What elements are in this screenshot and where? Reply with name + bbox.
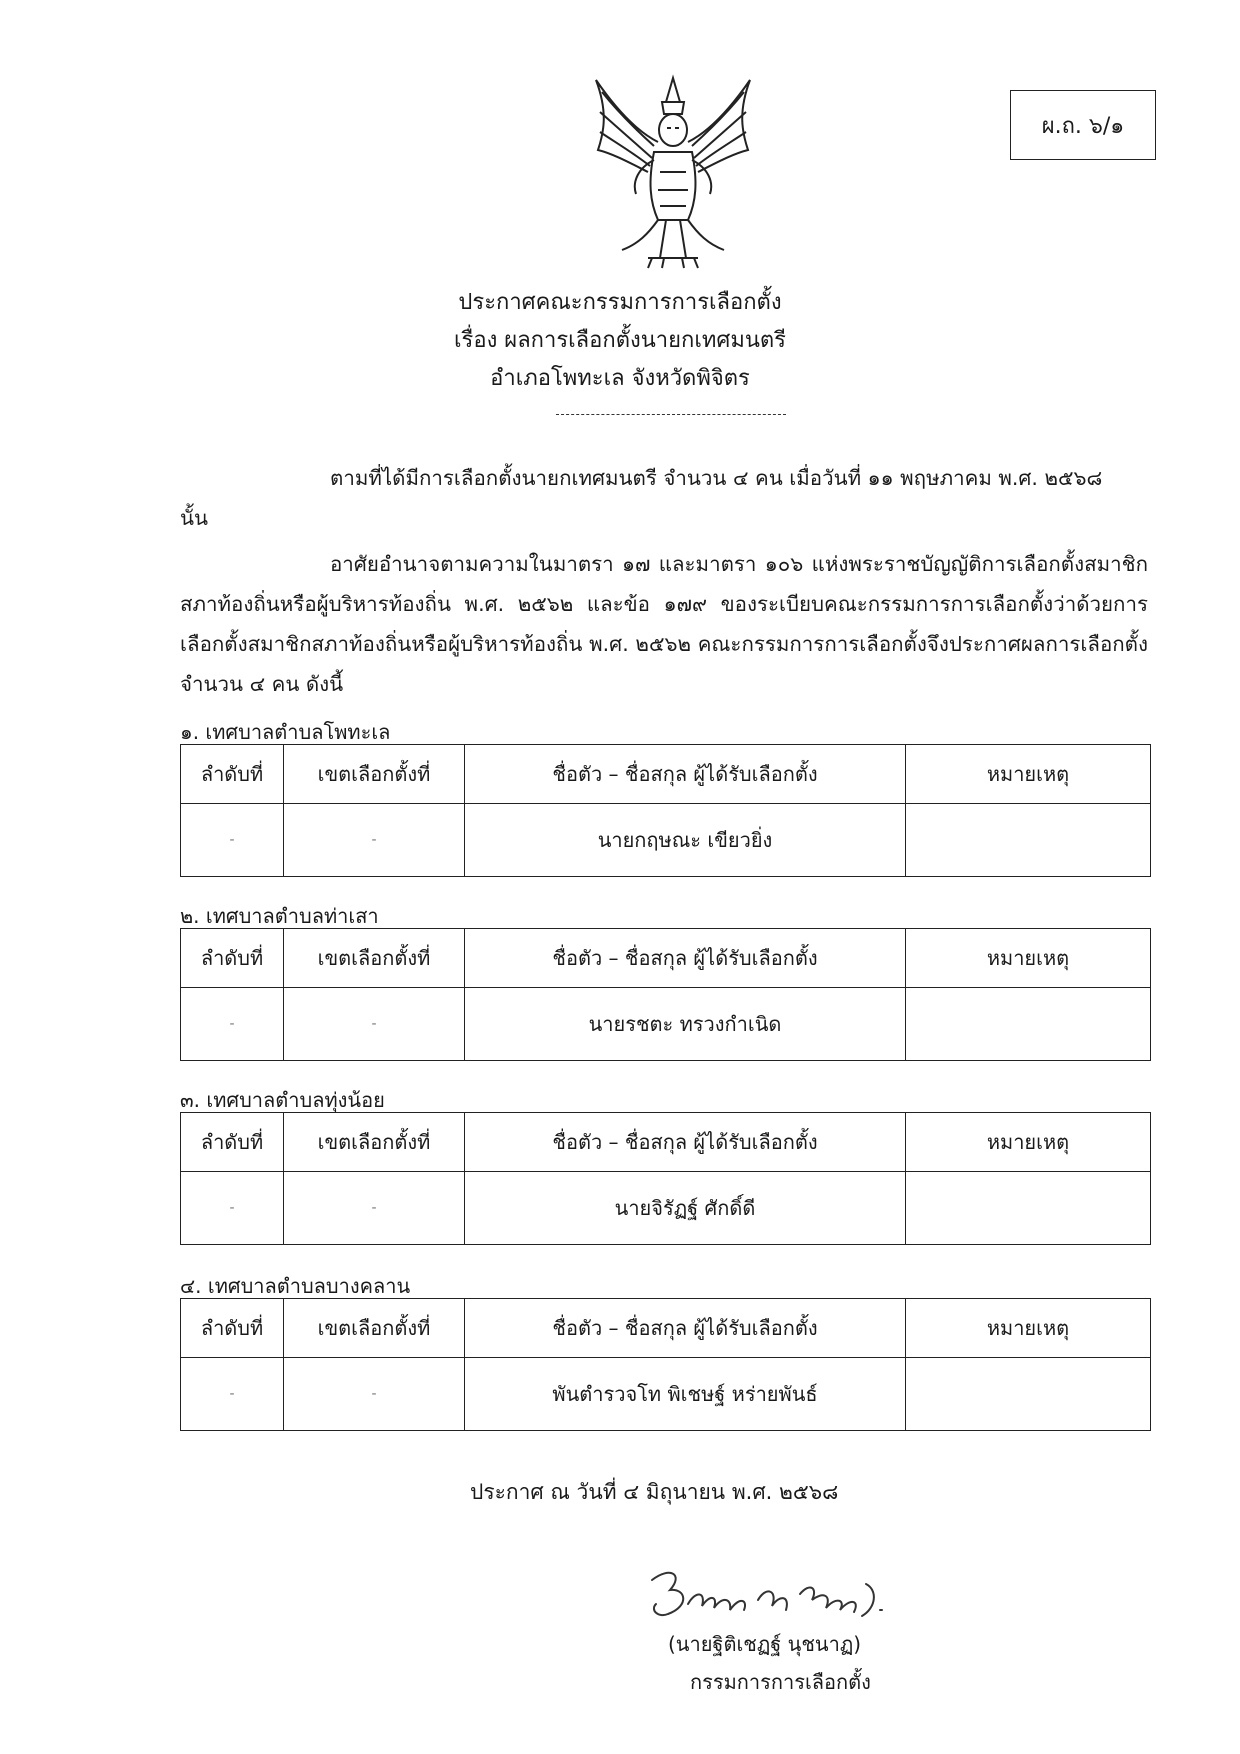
header-remark: หมายเหตุ bbox=[906, 1113, 1151, 1172]
form-code-text: ผ.ถ. ๖/๑ bbox=[1041, 113, 1125, 139]
header-district: เขตเลือกตั้งที่ bbox=[284, 1113, 465, 1172]
header-district: เขตเลือกตั้งที่ bbox=[284, 745, 465, 804]
header-remark: หมายเหตุ bbox=[906, 745, 1151, 804]
header-name: ชื่อตัว – ชื่อสกุล ผู้ได้รับเลือกตั้ง bbox=[465, 1299, 906, 1358]
table-header-row bbox=[181, 1299, 1151, 1358]
table-row bbox=[181, 804, 1151, 877]
result-table-4 bbox=[180, 1298, 1151, 1431]
header-name: ชื่อตัว – ชื่อสกุล ผู้ได้รับเลือกตั้ง bbox=[465, 745, 906, 804]
heading-subject: เรื่อง ผลการเลือกตั้งนายกเทศมนตรี bbox=[454, 328, 786, 353]
cell-remark bbox=[906, 1172, 1151, 1245]
paragraph-1-tail: นั้น bbox=[180, 506, 209, 530]
cell-district: - bbox=[284, 988, 465, 1061]
header-remark: หมายเหตุ bbox=[906, 929, 1151, 988]
result-table-3 bbox=[180, 1112, 1151, 1245]
header-order: ลำดับที่ bbox=[181, 1299, 284, 1358]
cell-name: นายกฤษณะ เขียวยิ่ง bbox=[465, 804, 906, 877]
heading-title: ประกาศคณะกรรมการการเลือกตั้ง bbox=[458, 290, 782, 315]
heading-divider bbox=[556, 414, 786, 415]
cell-remark bbox=[906, 804, 1151, 877]
header-district: เขตเลือกตั้งที่ bbox=[284, 1299, 465, 1358]
cell-order: - bbox=[181, 1172, 284, 1245]
section-title: ๓. เทศบาลตำบลทุ่งน้อย bbox=[180, 1088, 385, 1112]
table-row bbox=[181, 988, 1151, 1061]
form-code-box bbox=[1010, 90, 1156, 160]
cell-name: นายจิรัฏฐ์ ศักดิ์ดี bbox=[465, 1172, 906, 1245]
section-title: ๑. เทศบาลตำบลโพทะเล bbox=[180, 720, 391, 744]
header-order: ลำดับที่ bbox=[181, 745, 284, 804]
announce-date: ประกาศ ณ วันที่ ๔ มิถุนายน พ.ศ. ๒๕๖๘ bbox=[470, 1480, 839, 1504]
signer-name: (นายฐิติเชฏฐ์ นุชนาฏ) bbox=[668, 1632, 862, 1656]
header-order: ลำดับที่ bbox=[181, 929, 284, 988]
cell-district: - bbox=[284, 1172, 465, 1245]
paragraph-2-text: อาศัยอำนาจตามความในมาตรา ๑๗ และมาตรา ๑๐๖ แห่งพระราชบัญญัติการเลือกตั้งสมาชิกสภาท้องถิ่นหรือผู้บริหารท้องถิ่น พ.ศ. ๒๕๖๒ และข้อ ๑๗๙ ของระเบียบคณะกรรมการการเลือกตั้งว่าด้วยการเลือกตั้งสมาชิกสภาท้องถิ่นหรือผู้บริหารท้องถิ่น พ.ศ. ๒๕๖๒ คณะกรรมการการเลือกตั้งจึงประกาศผลการเลือกตั้ง จำนวน ๔ คน ดังนี้ bbox=[180, 552, 1148, 696]
paragraph-1 bbox=[180, 458, 1148, 538]
header-name: ชื่อตัว – ชื่อสกุล ผู้ได้รับเลือกตั้ง bbox=[465, 1113, 906, 1172]
section-title: ๔. เทศบาลตำบลบางคลาน bbox=[180, 1274, 411, 1298]
cell-order: - bbox=[181, 988, 284, 1061]
table-header-row bbox=[181, 929, 1151, 988]
cell-order: - bbox=[181, 1358, 284, 1431]
signer-title: กรรมการการเลือกตั้ง bbox=[690, 1670, 871, 1694]
garuda-emblem-icon bbox=[578, 72, 768, 272]
cell-remark bbox=[906, 988, 1151, 1061]
header-name: ชื่อตัว – ชื่อสกุล ผู้ได้รับเลือกตั้ง bbox=[465, 929, 906, 988]
cell-order: - bbox=[181, 804, 284, 877]
table-row bbox=[181, 1358, 1151, 1431]
header-remark: หมายเหตุ bbox=[906, 1299, 1151, 1358]
cell-name: นายรชตะ ทรวงกำเนิด bbox=[465, 988, 906, 1061]
cell-district: - bbox=[284, 1358, 465, 1431]
result-table-1 bbox=[180, 744, 1151, 877]
header-district: เขตเลือกตั้งที่ bbox=[284, 929, 465, 988]
result-table-2 bbox=[180, 928, 1151, 1061]
header-order: ลำดับที่ bbox=[181, 1113, 284, 1172]
cell-remark bbox=[906, 1358, 1151, 1431]
cell-district: - bbox=[284, 804, 465, 877]
paragraph-1-main: ตามที่ได้มีการเลือกตั้งนายกเทศมนตรี จำนวน ๔ คน เมื่อวันที่ ๑๑ พฤษภาคม พ.ศ. ๒๕๖๘ bbox=[330, 466, 1103, 490]
heading-location: อำเภอโพทะเล จังหวัดพิจิตร bbox=[490, 366, 750, 391]
table-header-row bbox=[181, 745, 1151, 804]
table-header-row bbox=[181, 1113, 1151, 1172]
table-row bbox=[181, 1172, 1151, 1245]
section-title: ๒. เทศบาลตำบลท่าเสา bbox=[180, 904, 379, 928]
cell-name: พันตำรวจโท พิเชษฐ์ หร่ายพันธ์ bbox=[465, 1358, 906, 1431]
paragraph-2 bbox=[180, 544, 1148, 704]
